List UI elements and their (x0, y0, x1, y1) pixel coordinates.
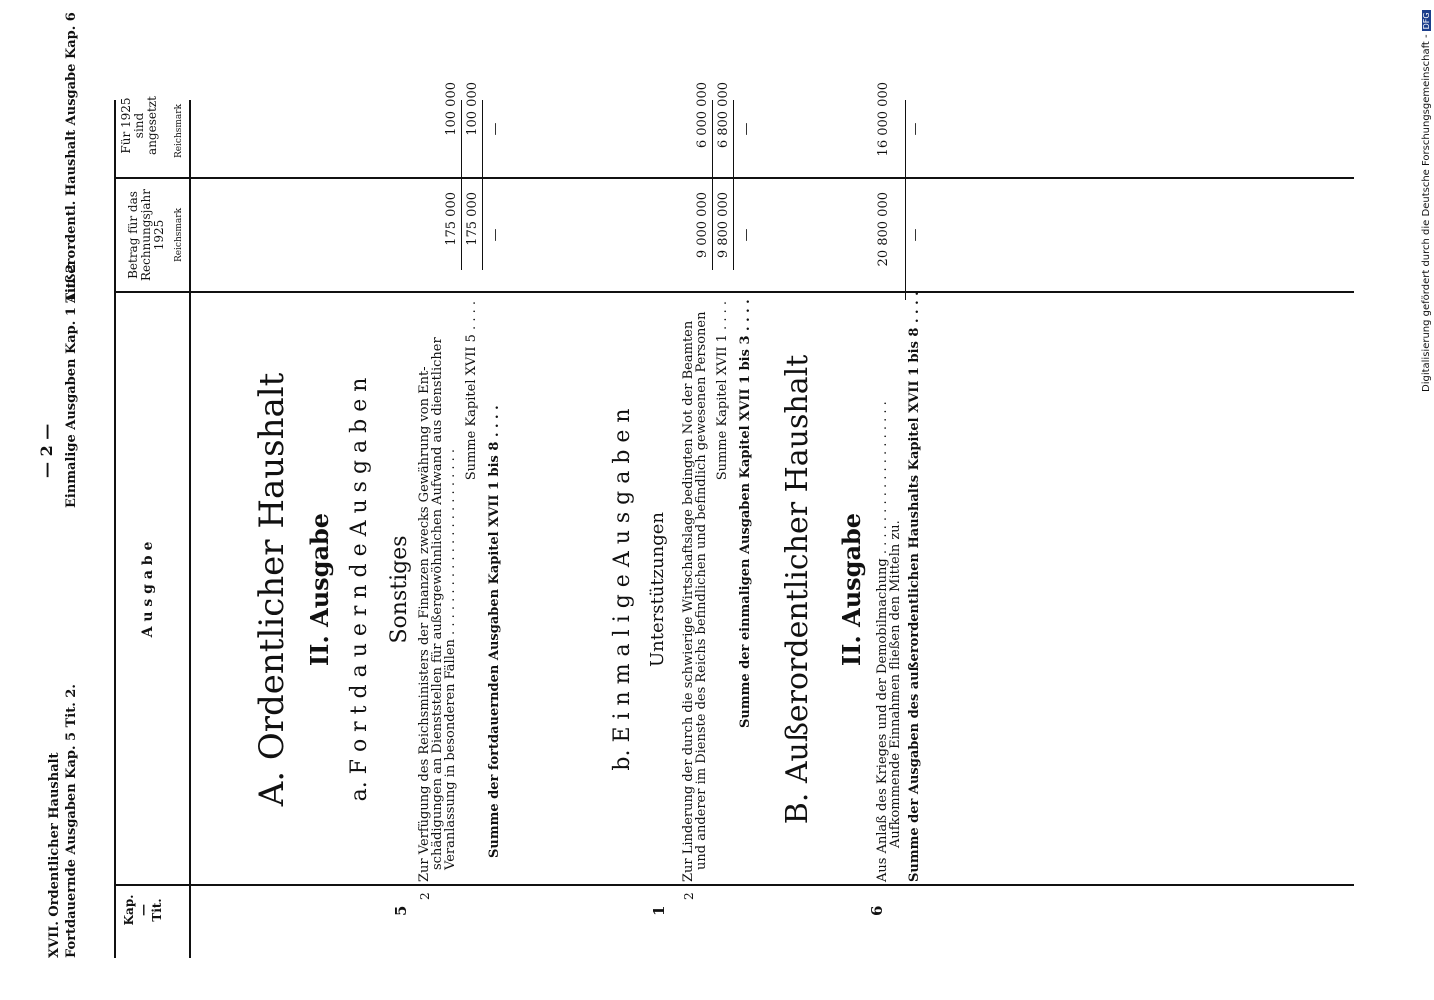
entry1-line2: schädigungen an Dienststellen für außergewöhnlichen Aufwand aus dienstlicher (430, 337, 445, 870)
sum4-label: Summe der einmaligen Ausgaben Kapitel XVII 1 bis 3 . . . . (738, 299, 753, 728)
dfg-badge: DFG (1422, 12, 1431, 30)
entry2-line1: Zur Linderung der durch die schwierige Wirtschaftslage bedingten Not der Beamten (681, 320, 696, 882)
section-a-title: A. Ordentlicher Haushalt (252, 372, 292, 807)
entry1-line1: Zur Verfügung des Reichsministers der Finanzen zwecks Gewährung von Ent- (417, 366, 432, 882)
header-bottom-rule (189, 100, 191, 958)
dfg-text: Digitalisierung gefördert durch die Deutsche Forschungsgemeinschaft - (1421, 34, 1432, 392)
col-unit-betrag: Reichsmark (174, 207, 184, 263)
sum3-prev: 6 800 000 (716, 82, 731, 149)
sum1-amount: 175 000 (465, 192, 480, 246)
section-c-title: B. Außerordentlicher Haushalt (780, 354, 815, 825)
section-b-title: b. E i n m a l i g e A u s g a b e n (610, 408, 635, 771)
section-a-sonstiges: Sonstiges (387, 535, 412, 644)
entry2-prev: 6 000 000 (695, 82, 710, 149)
entry2-line2: und anderer im Dienste des Reichs befindlichen und befindlich gewesenen Personen (694, 311, 709, 870)
rotated-page (37, 12, 1362, 958)
sum3-rule (712, 100, 713, 270)
sum4-prev: — (739, 122, 754, 136)
col-header-kap-tit: Kap. — Tit. (122, 894, 164, 926)
sum2-amount: — (488, 228, 503, 242)
col-rule-1 (114, 885, 1354, 887)
sum2-prev: — (488, 122, 503, 136)
kap-1: 1 (650, 905, 668, 916)
col-rule-3 (114, 178, 1354, 180)
sum3-rule-bottom (733, 100, 734, 270)
col-header-fuer1925: Für 1925 sind angesetzt (119, 96, 159, 155)
page-number: — 2 — (37, 423, 56, 478)
section-a-fortdauernd: a. F o r t d a u e r n d e A u s g a b e n (347, 377, 372, 802)
sum5-prev: — (908, 122, 923, 136)
header-left-top: XVII. Ordentlicher Haushalt (47, 752, 62, 958)
entry1-amount: 175 000 (444, 192, 459, 246)
tit-2-b: 2 (682, 892, 696, 900)
sum3-label: Summe Kapitel XVII 1 . . . . (715, 301, 730, 481)
sum3-amount: 9 800 000 (716, 192, 731, 259)
dfg-side-note (1421, 10, 1434, 390)
section-c-subtitle: II. Ausgabe (837, 512, 866, 667)
sum4-amount: — (739, 228, 754, 242)
entry1-line3: Veranlassung in besonderen Fällen . . . . . . . . . . . . . . . . . . . . . . . (443, 448, 458, 870)
col-header-betrag: Betrag für das Rechnungsjahr 1925 (126, 189, 166, 281)
sum2-label: Summe der fortdauernden Ausgaben Kapitel XVII 1 bis 8 . . . . (487, 405, 502, 858)
kap-6: 6 (868, 905, 886, 916)
section-a-subtitle: II. Ausgabe (305, 512, 334, 667)
entry3-amount: 20 800 000 (876, 192, 891, 267)
col-header-ausgabe: A u s g a b e (140, 541, 156, 638)
sum1-label: Summe Kapitel XVII 5 . . . . (464, 301, 479, 481)
top-rule (114, 100, 116, 958)
tit-2-a: 2 (418, 892, 432, 900)
entry3-prev: 16 000 000 (876, 82, 891, 157)
entry2-amount: 9 000 000 (695, 192, 710, 259)
sum1-rule-bottom (482, 100, 483, 270)
sum5-rule (905, 100, 906, 300)
header-right: Außerordentl. Haushalt Ausgabe Kap. 6 (64, 12, 79, 303)
sum5-label: Summe der Ausgaben des außerordentlichen Haushalts Kapitel XVII 1 bis 8 . . . . (907, 291, 922, 882)
entry3-line2: Aufkommende Einnahmen fließen den Mitteln zu. (888, 520, 903, 848)
col-unit-fuer1925: Reichsmark (174, 103, 184, 159)
sum1-prev: 100 000 (465, 82, 480, 136)
header-center: Einmalige Ausgaben Kap. 1 Tit. 2 (64, 263, 79, 508)
col-rule-2 (114, 292, 1354, 294)
entry3-line1: Aus Anlaß des Krieges und der Demobilmachung . . . . . . . . . . . . . . . . . . . (875, 401, 890, 882)
sum5-amount: — (908, 228, 923, 242)
header-left-bottom: Fortdauernde Ausgaben Kap. 5 Tit. 2. (64, 684, 79, 958)
kap-5: 5 (392, 905, 410, 916)
sum1-rule (461, 100, 462, 270)
entry1-prev: 100 000 (444, 82, 459, 136)
section-b-subtitle: Unterstützungen (647, 512, 668, 667)
